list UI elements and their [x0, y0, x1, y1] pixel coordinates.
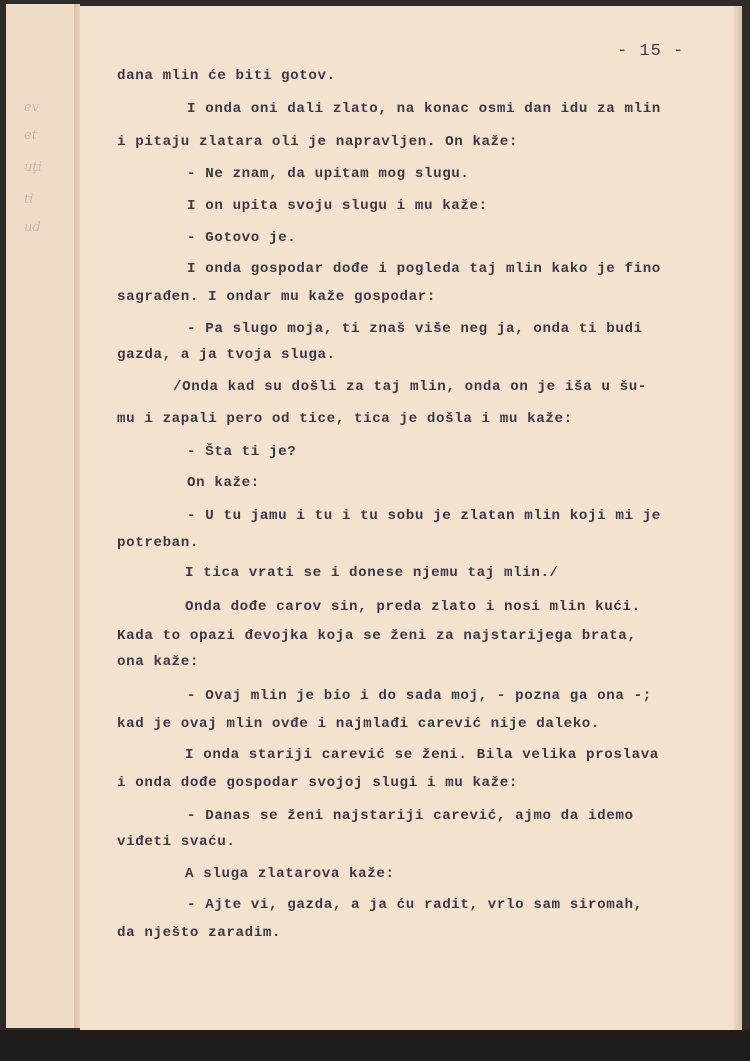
page-number: - 15 -	[617, 42, 685, 61]
left-page-mark: et	[24, 128, 37, 143]
text-line: I on upita svoju slugu i mu kaže:	[187, 198, 488, 214]
left-page-mark: uţi	[24, 160, 42, 175]
text-line: Kada to opazi đevojka koja se ženi za najstarijega brata,	[117, 628, 637, 644]
text-line: /Onda kad su došli za taj mlin, onda on je išа u šu-	[173, 379, 647, 395]
text-line: da nješto zaradim.	[117, 925, 282, 941]
text-line: - Šta ti je?	[187, 444, 297, 460]
text-line: i pitaju zlatara oli je napravljen. On kaže:	[117, 134, 519, 150]
text-line: dana mlin će biti gotov.	[117, 68, 336, 84]
text-line: I onda gospodar dođe i pogleda taj mlin kako je fino	[187, 261, 661, 277]
text-line: Onda dođe carov sin, preda zlato i nosi mlin kući.	[185, 599, 641, 615]
left-page-mark: ev	[24, 100, 40, 115]
text-line: A sluga zlatarova kaže:	[185, 866, 395, 882]
text-line: - Danas se ženi najstariji carević, ajmo da idemo	[187, 808, 634, 824]
page-shadow	[732, 6, 742, 1034]
text-line: - Ajte vi, gazda, a ja ću radit, vrlo sam siromah,	[187, 897, 643, 913]
text-line: I tica vrati se i donese njemu taj mlin./	[185, 565, 559, 581]
text-line: potreban.	[117, 535, 200, 551]
text-line: I onda oni dali zlato, na konac osmi dan idu za mlin	[187, 101, 661, 117]
text-line: viđeti svaću.	[117, 834, 236, 850]
text-line: i onda dođe gospodar svojoj slugi i mu kaže:	[117, 775, 519, 791]
text-line: - Ne znam, da upitam mog slugu.	[187, 166, 470, 182]
text-line: ona kaže:	[117, 654, 200, 670]
left-page-mark: ud	[24, 220, 41, 235]
left-page-mark: ti	[24, 192, 34, 207]
text-line: - Pa slugo moja, ti znaš više neg ja, onda ti budi	[187, 321, 643, 337]
text-line: kad je ovaj mlin ovđe i najmlađi carević nije daleko.	[117, 716, 601, 732]
text-line: mu i zapali pero od tice, tica je došla i mu kaže:	[117, 411, 573, 427]
text-line: On kaže:	[187, 475, 260, 491]
scan-bottom-edge	[0, 1030, 750, 1061]
text-line: - Ovaj mlin je bio i do sada moj, - pozna ga ona -;	[187, 688, 652, 704]
text-line: I onda stariji carević se ženi. Bila velika proslava	[185, 747, 659, 763]
text-line: - U tu jamu i tu i tu sobu je zlatan mlin koji mi je	[187, 508, 661, 524]
left-page-edge	[6, 4, 75, 1028]
text-line: - Gotovo je.	[187, 230, 297, 246]
text-line: sagrađen. I ondar mu kaže gospodar:	[117, 289, 436, 305]
text-line: gazda, a ja tvoja sluga.	[117, 347, 336, 363]
